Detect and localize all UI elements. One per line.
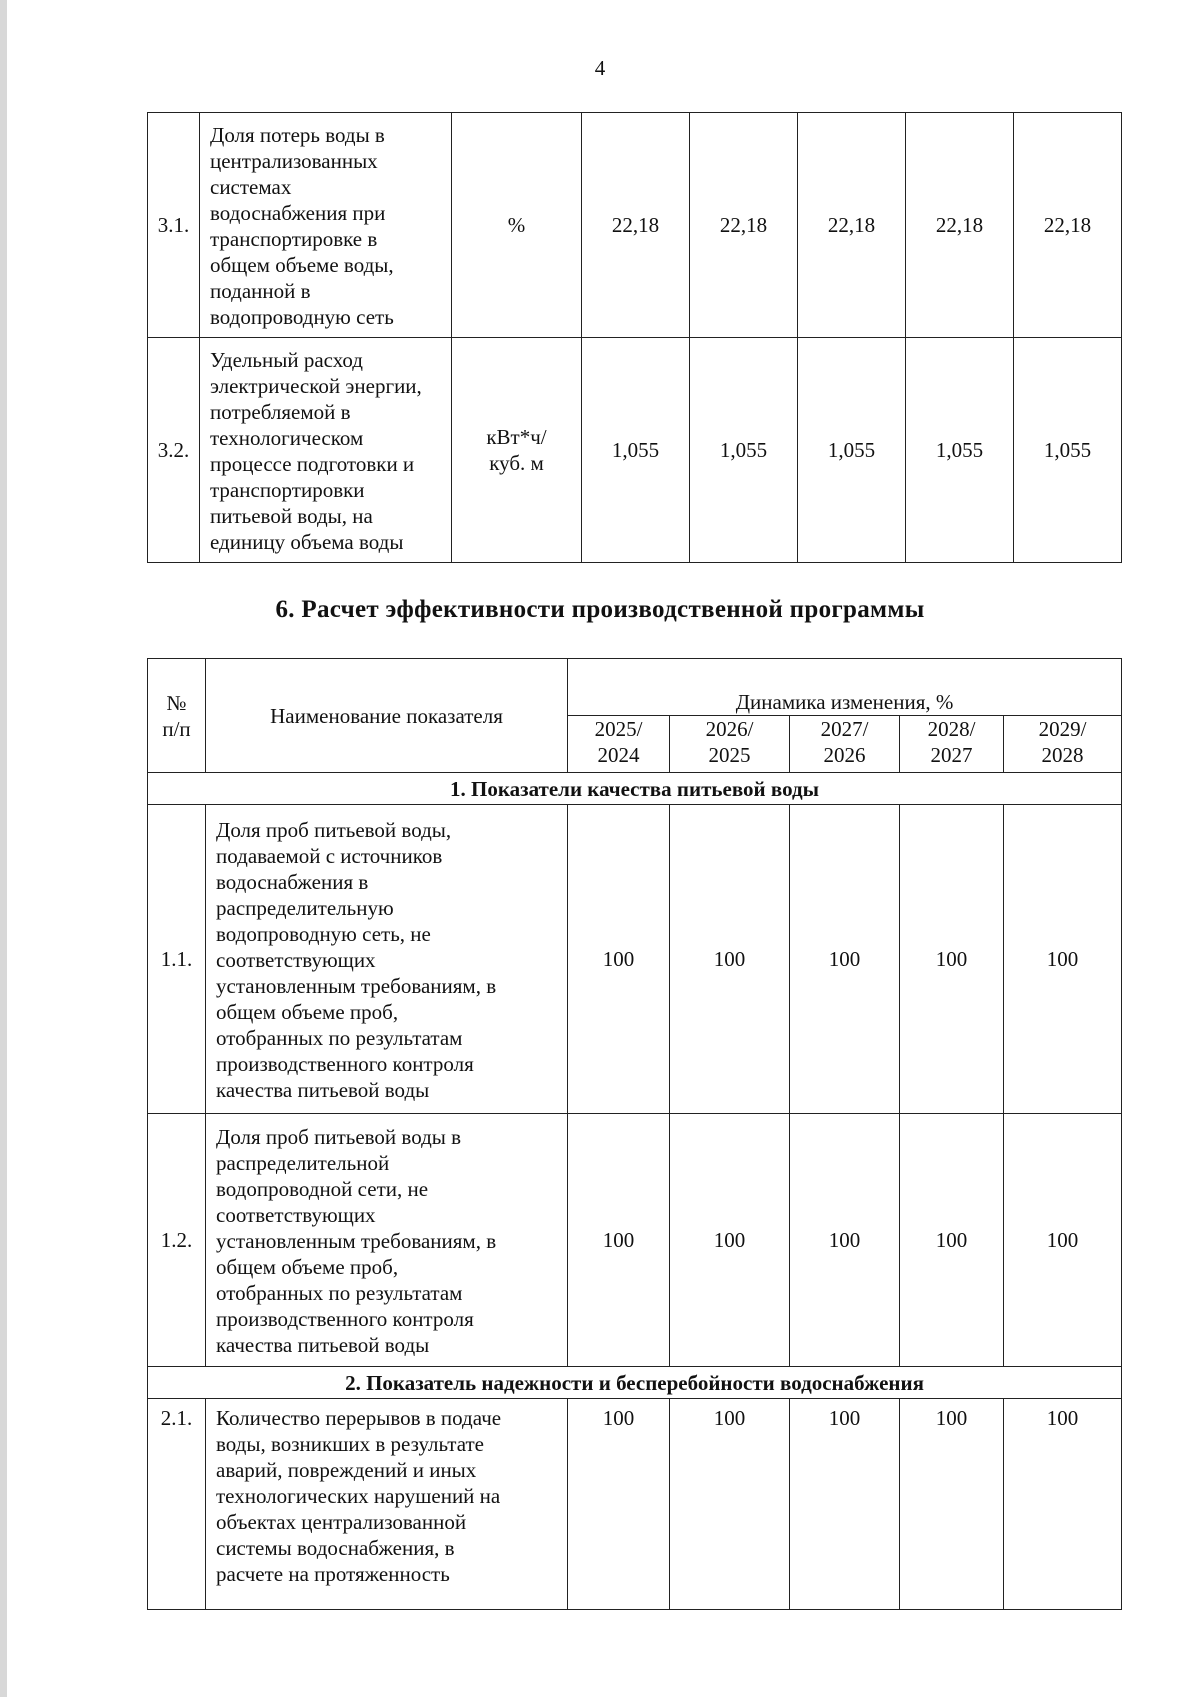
name-line: водопроводную сеть: [210, 305, 394, 329]
row-number: 2.1.: [148, 1399, 206, 1610]
value-cell: 100: [790, 1114, 900, 1367]
value-cell: 22,18: [1014, 113, 1122, 338]
name-line: воды, возникших в результате: [216, 1432, 485, 1456]
name-line: поданной в: [210, 279, 311, 303]
indicator-name: [206, 1114, 568, 1367]
indicators-table-continued: [147, 112, 1122, 563]
name-line: соответствующих: [216, 1203, 376, 1227]
value-cell: 100: [1004, 1399, 1122, 1610]
name-line: установленным требованиям, в: [216, 974, 497, 998]
table-row: [148, 1114, 1122, 1367]
value-cell: 100: [790, 805, 900, 1114]
header-line: 2026/: [705, 717, 754, 741]
value-cell: 100: [790, 1399, 900, 1610]
unit-line: %: [507, 213, 526, 237]
name-line: водопроводной сети, не: [216, 1177, 429, 1201]
column-header-dynamics: Динамика изменения, %: [568, 659, 1122, 716]
column-header-year: [790, 716, 900, 773]
name-line: Количество перерывов в подаче: [216, 1406, 502, 1430]
row-number: 3.1.: [148, 113, 200, 338]
indicator-name: [206, 805, 568, 1114]
value-cell: 100: [568, 1399, 670, 1610]
unit: [452, 113, 582, 338]
name-line: процессе подготовки и: [210, 452, 415, 476]
name-line: качества питьевой воды: [216, 1333, 430, 1357]
value-cell: 22,18: [906, 113, 1014, 338]
name-line: аварий, повреждений и иных: [216, 1458, 477, 1482]
name-line: общем объеме проб,: [216, 1000, 399, 1024]
name-line: потребляемой в: [210, 400, 351, 424]
value-cell: 100: [568, 1114, 670, 1367]
section-heading: 6. Расчет эффективности производственной программы: [275, 596, 925, 623]
name-line: системах: [210, 175, 292, 199]
name-line: качества питьевой воды: [216, 1078, 430, 1102]
name-line: установленным требованиям, в: [216, 1229, 497, 1253]
name-line: водоснабжения в: [216, 870, 369, 894]
page-number: 4: [594, 56, 606, 80]
header-line: 2027: [930, 743, 973, 767]
name-line: общем объеме воды,: [210, 253, 394, 277]
value-cell: 22,18: [798, 113, 906, 338]
header-line: 2025: [708, 743, 751, 767]
name-line: Доля проб питьевой воды в: [216, 1125, 462, 1149]
header-line: 2024: [597, 743, 640, 767]
column-header-number: [148, 659, 206, 773]
name-line: соответствующих: [216, 948, 376, 972]
column-header-year: [900, 716, 1004, 773]
value-cell: 1,055: [798, 338, 906, 563]
value-cell: 22,18: [582, 113, 690, 338]
name-line: производственного контроля: [216, 1307, 474, 1331]
section-title: 1. Показатели качества питьевой воды: [148, 773, 1122, 805]
name-line: технологическом: [210, 426, 364, 450]
value-cell: 100: [900, 1114, 1004, 1367]
header-line: 2029/: [1038, 717, 1087, 741]
name-line: распределительную: [216, 896, 394, 920]
name-line: производственного контроля: [216, 1052, 474, 1076]
name-line: водоснабжения при: [210, 201, 386, 225]
table-row: [148, 1399, 1122, 1610]
name-line: централизованных: [210, 149, 378, 173]
value-cell: 100: [900, 805, 1004, 1114]
indicator-name: [200, 338, 452, 563]
name-line: технологических нарушений на: [216, 1484, 501, 1508]
value-cell: 1,055: [906, 338, 1014, 563]
name-line: системы водоснабжения, в: [216, 1536, 455, 1560]
section-row: [148, 773, 1122, 805]
column-header-year: [1004, 716, 1122, 773]
header-line: 2027/: [820, 717, 869, 741]
section-title: 2. Показатель надежности и бесперебойности водоснабжения: [148, 1367, 1122, 1399]
column-header-year: [568, 716, 670, 773]
value-cell: 100: [1004, 805, 1122, 1114]
efficiency-table: [147, 658, 1122, 1610]
header-line: 2028/: [927, 717, 976, 741]
name-line: водопроводную сеть, не: [216, 922, 431, 946]
header-row: [148, 659, 1122, 716]
name-line: распределительной: [216, 1151, 390, 1175]
scan-left-edge: [0, 0, 7, 1697]
name-line: подаваемой с источников: [216, 844, 443, 868]
name-line: объектах централизованной: [216, 1510, 467, 1534]
row-number: 3.2.: [148, 338, 200, 563]
row-number: 1.1.: [148, 805, 206, 1114]
column-header-year: [670, 716, 790, 773]
name-line: единицу объема воды: [210, 530, 404, 554]
header-line: п/п: [162, 716, 191, 741]
value-cell: 100: [670, 1399, 790, 1610]
value-cell: 1,055: [582, 338, 690, 563]
value-cell: 100: [670, 1114, 790, 1367]
header-line: 2025/: [594, 717, 643, 741]
name-line: общем объеме проб,: [216, 1255, 399, 1279]
header-line: 2026: [823, 743, 866, 767]
name-line: транспортировки: [210, 478, 365, 502]
name-line: расчете на протяженность: [216, 1562, 450, 1586]
value-cell: 1,055: [1014, 338, 1122, 563]
table-row: [148, 338, 1122, 563]
name-line: транспортировке в: [210, 227, 378, 251]
indicator-name: [200, 113, 452, 338]
unit: [452, 338, 582, 563]
unit-line: куб. м: [489, 451, 544, 475]
indicator-name: [206, 1399, 568, 1610]
table-row: [148, 805, 1122, 1114]
name-line: отобранных по результатам: [216, 1026, 463, 1050]
value-cell: 1,055: [690, 338, 798, 563]
section-row: [148, 1367, 1122, 1399]
row-number: 1.2.: [148, 1114, 206, 1367]
value-cell: 22,18: [690, 113, 798, 338]
name-line: отобранных по результатам: [216, 1281, 463, 1305]
name-line: электрической энергии,: [210, 374, 422, 398]
name-line: питьевой воды, на: [210, 504, 373, 528]
unit-line: кВт*ч/: [486, 425, 547, 449]
name-line: Удельный расход: [210, 348, 363, 372]
name-line: Доля потерь воды в: [210, 123, 385, 147]
value-cell: 100: [568, 805, 670, 1114]
value-cell: 100: [900, 1399, 1004, 1610]
table-row: [148, 113, 1122, 338]
value-cell: 100: [670, 805, 790, 1114]
header-line: 2028: [1041, 743, 1084, 767]
column-header-name: Наименование показателя: [206, 659, 568, 773]
value-cell: 100: [1004, 1114, 1122, 1367]
header-line: №: [166, 690, 187, 715]
name-line: Доля проб питьевой воды,: [216, 818, 452, 842]
